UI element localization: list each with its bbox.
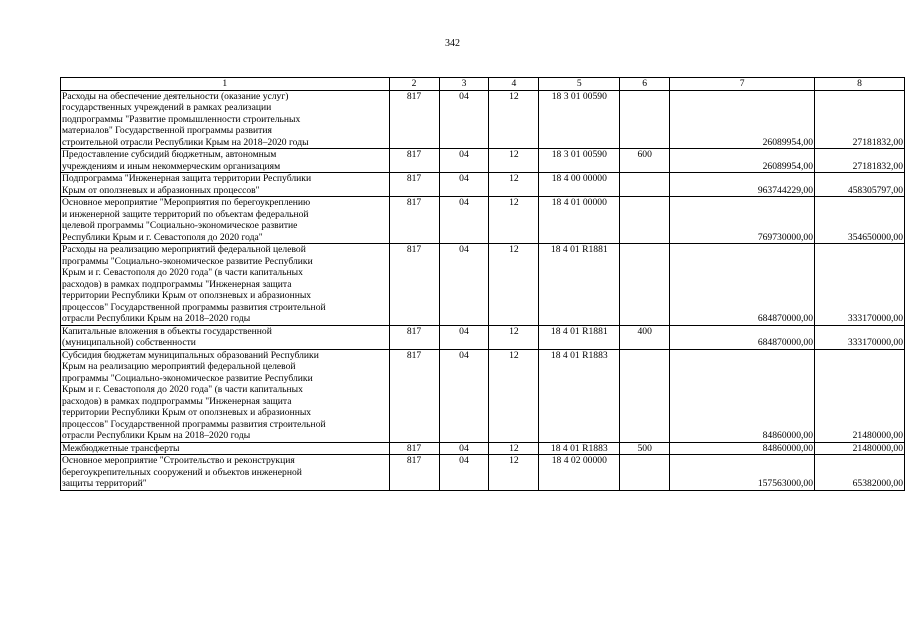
target-article-code: 18 4 01 00000 [539,197,620,244]
description-line: Республики Крым и г. Севастополя до 2020 года" [62,231,263,243]
amount-year-1: 157563000,00 [670,455,815,491]
ministry-code: 817 [389,173,439,197]
amount-year-1: 684870000,00 [670,325,815,349]
description-line: программы "Социально-экономическое развитие Республики [62,255,313,267]
target-article-code: 18 4 01 R1881 [539,244,620,326]
description-line: отрасли Республики Крым на 2018–2020 годы [62,313,251,324]
page-number: 342 [445,38,460,49]
expense-type-code [620,349,670,442]
description-line: подпрограммы "Развитие промышленности строительных [62,113,301,125]
description-line: Основное мероприятие "Мероприятия по берегоукреплению [62,197,311,208]
section-code: 04 [439,197,489,244]
target-article-code: 18 4 01 R1883 [539,442,620,455]
description-line: строительной отрасли Республики Крым на 2018–2020 годы [62,136,309,148]
description-line: территории Республики Крым от оползневых и абразионных [62,407,312,418]
subsection-code: 12 [489,455,539,491]
budget-table [60,77,905,491]
expense-type-code [620,197,670,244]
description-line: Крым и г. Севастополя до 2020 года" (в части капитальных [62,267,303,278]
ministry-code: 817 [389,244,439,326]
description-line: программы "Социально-экономическое развитие Республики [62,372,313,384]
row-description [61,173,390,197]
description-line: целевой программы "Социально-экономическое развитие [62,220,298,231]
expense-type-code [620,90,670,149]
row-description [61,325,390,349]
description-line: государственных учреждений в рамках реализации [62,102,272,113]
ministry-code: 817 [389,90,439,149]
amount-year-1: 963744229,00 [670,173,815,197]
description-line: территории Республики Крым от оползневых и абразионных [62,290,312,301]
row-description [61,349,390,442]
expense-type-code [620,173,670,197]
table-body [61,78,905,491]
ministry-code: 817 [389,349,439,442]
table-row [61,173,905,197]
target-article-code: 18 4 01 R1881 [539,325,620,349]
description-line: и инженерной защите территорий по объектам федеральной [62,208,309,220]
description-line: Предоставление субсидий бюджетным, автономным [62,149,277,160]
row-description [61,244,390,326]
expense-type-code: 500 [620,442,670,455]
expense-type-code [620,244,670,326]
expense-type-code: 400 [620,325,670,349]
row-description [61,90,390,149]
header-row [61,78,905,91]
amount-year-1: 684870000,00 [670,244,815,326]
description-line: материалов" Государственной программы развития [62,125,272,136]
ministry-code: 817 [389,455,439,491]
header-cell-6: 6 [620,78,670,91]
section-code: 04 [439,149,489,173]
description-line: учреждениям и иным некоммерческим организациям [62,160,281,172]
table-row [61,442,905,455]
amount-year-2: 458305797,00 [815,173,905,197]
amount-year-2: 27181832,00 [815,149,905,173]
description-line: Крым и г. Севастополя до 2020 года" (в части капитальных [62,384,303,395]
ministry-code: 817 [389,442,439,455]
section-code: 04 [439,442,489,455]
description-line: Крым на реализацию мероприятий федеральной целевой [62,361,296,372]
row-description [61,442,390,455]
description-line: (муниципальной) собственности [62,337,196,348]
subsection-code: 12 [489,244,539,326]
description-line: процессов" Государственной программы развития строительной [62,418,326,430]
target-article-code: 18 4 00 00000 [539,173,620,197]
description-line: Расходы на реализацию мероприятий федеральной целевой [62,244,306,255]
amount-year-2: 333170000,00 [815,325,905,349]
description-line: Подпрограмма "Инженерная защита территории Республики [62,173,312,184]
table-row [61,455,905,491]
section-code: 04 [439,455,489,491]
section-code: 04 [439,90,489,149]
description-line: берегоукрепительных сооружений и объектов инженерной [62,466,302,478]
subsection-code: 12 [489,197,539,244]
target-article-code: 18 4 02 00000 [539,455,620,491]
target-article-code: 18 3 01 00590 [539,149,620,173]
ministry-code: 817 [389,197,439,244]
amount-year-2: 21480000,00 [815,442,905,455]
header-cell-2: 2 [389,78,439,91]
amount-year-2: 354650000,00 [815,197,905,244]
subsection-code: 12 [489,149,539,173]
table-row [61,90,905,149]
amount-year-1: 769730000,00 [670,197,815,244]
amount-year-1: 26089954,00 [670,149,815,173]
section-code: 04 [439,244,489,326]
section-code: 04 [439,325,489,349]
subsection-code: 12 [489,90,539,149]
target-article-code: 18 4 01 R1883 [539,349,620,442]
description-line: Межбюджетные трансферты [62,442,180,454]
header-cell-8: 8 [815,78,905,91]
row-description [61,455,390,491]
description-line: Основное мероприятие "Строительство и реконструкция [62,455,295,466]
description-line: Крым от оползневых и абразионных процессов" [62,184,260,196]
amount-year-2: 333170000,00 [815,244,905,326]
amount-year-1: 84860000,00 [670,349,815,442]
amount-year-2: 21480000,00 [815,349,905,442]
expense-type-code: 600 [620,149,670,173]
description-line: защиты территорий" [62,478,147,489]
table-row [61,197,905,244]
header-cell-7: 7 [670,78,815,91]
description-line: Расходы на обеспечение деятельности (оказание услуг) [62,90,289,102]
ministry-code: 817 [389,149,439,173]
description-line: отрасли Республики Крым на 2018–2020 годы [62,430,251,441]
table-row [61,244,905,326]
table-row [61,349,905,442]
header-cell-1: 1 [61,78,390,91]
section-code: 04 [439,173,489,197]
subsection-code: 12 [489,349,539,442]
amount-year-2: 65382000,00 [815,455,905,491]
subsection-code: 12 [489,325,539,349]
description-line: Капитальные вложения в объекты государственной [62,325,272,337]
subsection-code: 12 [489,442,539,455]
amount-year-1: 26089954,00 [670,90,815,149]
description-line: процессов" Государственной программы развития строительной [62,301,326,313]
target-article-code: 18 3 01 00590 [539,90,620,149]
header-cell-4: 4 [489,78,539,91]
subsection-code: 12 [489,173,539,197]
ministry-code: 817 [389,325,439,349]
amount-year-2: 27181832,00 [815,90,905,149]
description-line: расходов) в рамках подпрограммы "Инженерная защита [62,395,292,407]
amount-year-1: 84860000,00 [670,442,815,455]
section-code: 04 [439,349,489,442]
description-line: расходов) в рамках подпрограммы "Инженерная защита [62,278,292,290]
table-row [61,325,905,349]
row-description [61,149,390,173]
header-cell-5: 5 [539,78,620,91]
table-row [61,149,905,173]
header-cell-3: 3 [439,78,489,91]
row-description [61,197,390,244]
expense-type-code [620,455,670,491]
description-line: Субсидия бюджетам муниципальных образований Республики [62,349,319,361]
